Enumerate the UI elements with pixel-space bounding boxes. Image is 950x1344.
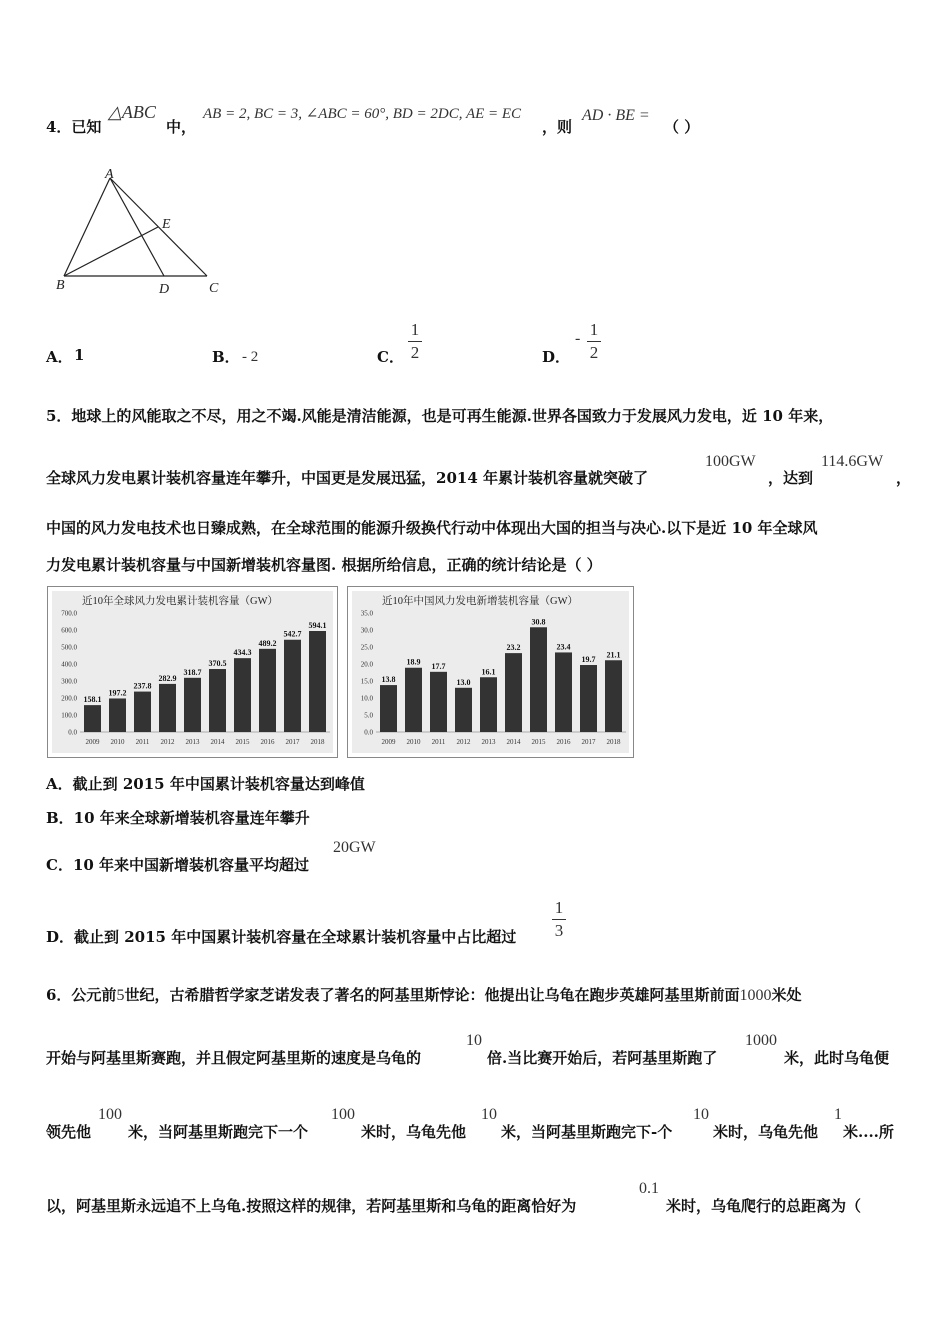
data-label: 19.7: [581, 655, 596, 665]
y-tick-label: 0.0: [68, 728, 77, 737]
bar: [455, 688, 472, 732]
x-tick-label: 2016: [260, 738, 275, 746]
q6-line-3c: 米，当阿基里斯跑完下一个: [128, 1123, 309, 1141]
x-tick-label: 2016: [556, 738, 571, 746]
y-tick-label: 100.0: [61, 711, 77, 720]
q6-line-3e: 米时，乌龟先他: [361, 1123, 467, 1141]
q4-option-d-fraction: [587, 320, 601, 363]
chart-global-cumulative: [47, 586, 338, 758]
y-tick-label: 200.0: [61, 694, 77, 703]
q5-option-d: D．截止到 2015 年中国累计装机容量在全球累计装机容量中占比超过: [46, 928, 517, 946]
q6-number: 10: [481, 1106, 497, 1123]
q6-number: 100: [331, 1106, 355, 1123]
label-d: D: [159, 282, 170, 297]
fraction-denominator: 2: [589, 343, 599, 362]
q6-line-3g: 米，当阿基里斯跑完下-个: [501, 1123, 673, 1141]
y-tick-label: 35.0: [360, 609, 373, 618]
bar: [405, 668, 422, 732]
bar: [605, 660, 622, 732]
q4-option-c-letter: C．: [377, 348, 404, 366]
q5-114gw: 114.6GW: [821, 453, 884, 470]
data-label: 30.8: [531, 617, 546, 627]
x-tick-label: 2009: [381, 738, 396, 746]
x-tick-label: 2011: [135, 738, 150, 746]
x-tick-label: 2014: [210, 738, 225, 746]
bar: [234, 658, 251, 732]
q4-then: ，则: [542, 118, 573, 136]
x-tick-label: 2015: [531, 738, 546, 746]
chart-title: 近10年全球风力发电累计装机容量（GW）: [82, 596, 278, 607]
x-tick-label: 2010: [406, 738, 421, 746]
x-tick-label: 2017: [285, 738, 300, 746]
data-label: 318.7: [183, 667, 202, 677]
x-tick-label: 2012: [456, 738, 471, 746]
x-tick-label: 2018: [310, 738, 325, 746]
data-label: 158.1: [83, 695, 102, 705]
chart-china-svg: [348, 587, 633, 757]
bar: [380, 685, 397, 732]
data-label: 23.4: [556, 642, 571, 652]
q5-line-4: 力发电累计装机容量与中国新增装机容量图. 根据所给信息，正确的统计结论是（ ）: [46, 556, 602, 574]
x-tick-label: 2014: [506, 738, 521, 746]
q6-line-2e: 米，此时乌龟便: [784, 1049, 890, 1067]
q6-line-2c: 倍.当比赛开始后，若阿基里斯跑了: [487, 1049, 718, 1067]
triangle-figure: [44, 160, 234, 300]
q4-option-a-value: 1: [74, 346, 85, 364]
y-tick-label: 5.0: [364, 711, 373, 720]
bar: [505, 653, 522, 732]
x-tick-label: 2011: [431, 738, 446, 746]
x-tick-label: 2013: [481, 738, 496, 746]
q6-line-2a: 开始与阿基里斯赛跑，并且假定阿基里斯的速度是乌龟的: [46, 1049, 422, 1067]
x-tick-label: 2013: [185, 738, 200, 746]
y-tick-label: 700.0: [61, 609, 77, 618]
x-tick-label: 2012: [160, 738, 175, 746]
y-tick-label: 20.0: [360, 660, 373, 669]
q5-option-c-math: 20GW: [333, 839, 376, 856]
q4-triangle: △ABC: [108, 102, 156, 122]
q6-line-3a: 领先他: [46, 1123, 92, 1141]
q6-line-4c: 米时，乌龟爬行的总距离为（: [666, 1197, 862, 1215]
data-label: 370.5: [208, 659, 227, 669]
q4-mid: 中，: [166, 118, 197, 136]
q5-line-3: 中国的风力发电技术也日臻成熟，在全球范围的能源升级换代行动中体现出大国的担当与决心.以下是近 10 年全球风: [46, 519, 818, 537]
q6-number: 0.1: [639, 1180, 659, 1197]
q6-number: 1000: [745, 1032, 777, 1049]
q4-option-a-letter: A．: [46, 348, 73, 366]
y-tick-label: 400.0: [61, 660, 77, 669]
chart-global-svg: [48, 587, 337, 757]
data-label: 13.8: [381, 675, 396, 685]
q6-text: 6．公元前: [46, 986, 117, 1004]
q6-line-3k: 米....所: [843, 1123, 894, 1141]
q5-100gw: 100GW: [705, 453, 756, 470]
bar: [284, 640, 301, 732]
q6-text: 米处: [771, 986, 802, 1004]
q6-text: 世纪，古希腊哲学家芝诺发表了著名的阿基里斯悖论：他提出让乌龟在跑步英雄阿基里斯前面: [124, 986, 740, 1004]
fraction-denominator: 2: [410, 343, 420, 362]
q4-conditions: AB = 2, BC = 3, ∠ABC = 60°, BD = 2DC, AE = EC: [203, 106, 522, 122]
bar: [259, 649, 276, 732]
q6-line-1: [46, 984, 801, 1005]
y-tick-label: 600.0: [61, 626, 77, 635]
q6-number: 10: [693, 1106, 709, 1123]
label-e: E: [162, 217, 171, 232]
label-c: C: [209, 281, 219, 296]
y-tick-label: 10.0: [360, 694, 373, 703]
data-label: 594.1: [308, 621, 327, 631]
q6-number: 10: [466, 1032, 482, 1049]
bar: [159, 684, 176, 732]
x-tick-label: 2017: [581, 738, 596, 746]
bar: [480, 677, 497, 732]
q4-option-c-fraction: [408, 320, 422, 363]
bar: [109, 698, 126, 732]
fraction-numerator: 1: [554, 898, 564, 917]
fraction-numerator: 1: [589, 320, 599, 339]
data-label: 237.8: [133, 681, 152, 691]
q5-option-c: C．10 年来中国新增装机容量平均超过: [46, 856, 310, 874]
q5-line-1: 5．地球上的风能取之不尽，用之不竭.风能是清洁能源，也是可再生能源.世界各国致力于发展风力发电，近 10 年来，: [46, 407, 834, 425]
data-label: 197.2: [108, 688, 127, 698]
q5-option-d-fraction: [552, 898, 566, 941]
data-label: 23.2: [506, 643, 521, 653]
q6-number: 100: [98, 1106, 122, 1123]
y-tick-label: 25.0: [360, 643, 373, 652]
data-label: 489.2: [258, 638, 277, 648]
y-tick-label: 300.0: [61, 677, 77, 686]
label-a: A: [105, 167, 114, 182]
q4-paren: （ ）: [664, 118, 700, 136]
label-b: B: [56, 278, 65, 293]
q5-line-2: 全球风力发电累计装机容量连年攀升，中国更是发展迅猛，2014 年累计装机容量就突破了: [46, 469, 648, 487]
fraction-numerator: 1: [410, 320, 420, 339]
data-label: 16.1: [481, 667, 496, 677]
q6-line-3i: 米时，乌龟先他: [713, 1123, 819, 1141]
bar: [430, 672, 447, 732]
q6-line-4a: 以，阿基里斯永远追不上乌龟.按照这样的规律，若阿基里斯和乌龟的距离恰好为: [46, 1197, 577, 1215]
y-tick-label: 15.0: [360, 677, 373, 686]
q5-comma: ，: [896, 469, 912, 487]
y-tick-label: 30.0: [360, 626, 373, 635]
q5-option-a: A．截止到 2015 年中国累计装机容量达到峰值: [46, 775, 365, 793]
x-tick-label: 2018: [606, 738, 621, 746]
bar: [555, 652, 572, 732]
q4-option-b-letter: B．: [212, 348, 240, 366]
q5-option-b: B．10 年来全球新增装机容量连年攀升: [46, 809, 310, 827]
data-label: 13.0: [456, 677, 471, 687]
q4-number: 4．已知: [46, 118, 102, 136]
data-label: 282.9: [158, 673, 177, 683]
q4-expression: AD · BE =: [582, 107, 650, 124]
q4-option-d-sign: -: [575, 330, 581, 347]
fraction-denominator: 3: [554, 921, 564, 940]
x-tick-label: 2015: [235, 738, 250, 746]
q6-number: 1: [834, 1106, 842, 1123]
data-label: 18.9: [406, 657, 421, 667]
x-tick-label: 2010: [110, 738, 125, 746]
q4-option-d-letter: D．: [542, 348, 571, 366]
data-label: 542.7: [283, 629, 302, 639]
bar: [134, 692, 151, 732]
bar: [309, 631, 326, 732]
y-tick-label: 0.0: [364, 728, 373, 737]
chart-title: 近10年中国风力发电新增装机容量（GW）: [382, 596, 578, 607]
q5-reach: ，达到: [768, 469, 814, 487]
bar: [184, 678, 201, 732]
chart-china-new: [347, 586, 634, 758]
x-tick-label: 2009: [85, 738, 100, 746]
data-label: 17.7: [431, 661, 446, 671]
y-tick-label: 500.0: [61, 643, 77, 652]
bar: [209, 669, 226, 732]
q4-option-b-value: - 2: [242, 349, 259, 365]
q6-number: 5: [116, 987, 125, 1004]
data-label: 434.3: [233, 648, 252, 658]
bar: [84, 705, 101, 732]
q6-number: 1000: [739, 987, 772, 1004]
bar: [530, 627, 547, 732]
bar: [580, 665, 597, 732]
data-label: 21.1: [606, 650, 621, 660]
